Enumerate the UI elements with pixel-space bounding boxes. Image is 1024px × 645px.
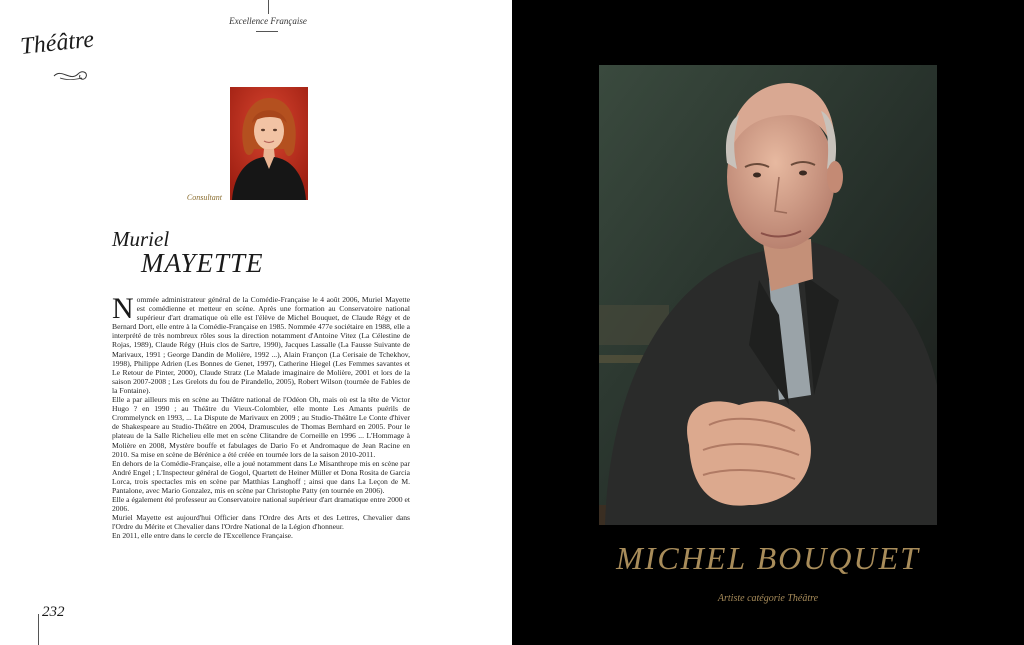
bio-paragraph: En dehors de la Comédie-Française, elle a joué notamment dans Le Misanthrope mis en scène par André Engel ; L'Inspecteur général de Gogol, Quartett de Heiner Müller et Dona Rosita de Garcia Lorca, trois spectacles mis en scène par Matthias Langhoff ; ainsi que dans La Leçon de M. Pantalone, avec Mario Gonzalez, mis en scène par Christophe Patty (en tournée en 2006). — [112, 458, 410, 495]
flourish-ornament-icon — [52, 64, 92, 84]
bio-paragraph: Elle a également été professeur au Conservatoire national supérieur d'art dramatique entre 2000 et 2006. — [112, 495, 410, 514]
last-name: MAYETTE — [141, 248, 264, 278]
bio-paragraph: Elle a par ailleurs mis en scène au Théâtre national de l'Odéon Oh, mais où est la tête de Victor Hugo ? en 1990 ; au Théâtre du Vieux-Colombier, elle monte Les Amants puérils de Crommelynck en 1993, ... La Dispute de Marivaux en 2009 ; au Studio-Théâtre Le Conte d'hiver de Shakespeare au Studio-Théâtre en 2004, Dramuscules de Thomas Bernhard en 2005. Pour le plateau de la Salle Richelieu elle met en scène Clitandre de Corneille en 1996 ... L'Hommage à Molière en 2008, Mystère bouffe et fabulages de Dario Fo et Andromaque de Jean Racine en 2010. Sa mise en scène de Bérénice a été créée en tournée lors de la saison 2010-2011. — [112, 395, 410, 459]
featured-name: MICHEL BOUQUET — [616, 540, 920, 576]
biography-text — [112, 292, 410, 541]
page-number: 232 — [42, 604, 65, 620]
running-header: Excellence Française — [229, 16, 307, 26]
header-underline — [256, 31, 278, 32]
drop-cap: N — [112, 292, 134, 325]
bio-paragraph: Muriel Mayette est aujourd'hui Officier dans l'Ordre des Arts et des Lettres, Chevalier dans l'Ordre du Mérite et Chevalier dans l'Ordre National de la Légion d'honneur. — [112, 513, 410, 532]
bottom-rule — [38, 614, 39, 645]
bio-paragraph — [112, 292, 410, 395]
portrait-caption: Consultant — [186, 193, 222, 202]
bio-paragraph: En 2011, elle entre dans le cercle de l'Excellence Française. — [112, 531, 293, 541]
section-title: Théâtre — [19, 26, 96, 61]
portrait-michel-bouquet — [599, 65, 937, 525]
featured-caption: Artiste catégorie Théâtre — [717, 593, 819, 604]
top-rule — [268, 0, 269, 14]
right-page — [512, 0, 1024, 645]
first-name: Muriel — [112, 227, 170, 251]
bio-first-paragraph-text: ommée administrateur général de la Comédie-Française le 4 août 2006, Muriel Mayette est comédienne et metteur en scène. Après une formation au Conservatoire national supérieur d'art dramatique où elle est l'élève de Michel Bouquet, de Claude Régy et de Bernard Dort, elle entre à la Comédie-Française en 1985. Nommée 477e sociétaire en 1988, elle a interprété de très nombreux rôles sous la direction notamment d'Antoine Vitez (La Célestine de Rojas, 1989), Claude Régy (Huis clos de Sartre, 1990), Jacques Lassalle (La Fausse Suivante de Marivaux, 1991 ; George Dandin de Molière, 1992 ...), Alain Françon (La Cerisaie de Tchekhov, 1998), Philippe Adrien (Les Bonnes de Genet, 1997), Catherine Hiegel (Les Femmes savantes et Le Retour de Pinter, 2000), Claude Stratz (Le Malade imaginaire de Molière, 2001 et lors de la saison 2007-2008 ; Les Grelots du fou de Pirandello, 2005), Robert Wilson (tournée de Fables de la Fontaine). — [112, 295, 410, 395]
portrait-muriel-mayette — [230, 87, 308, 200]
